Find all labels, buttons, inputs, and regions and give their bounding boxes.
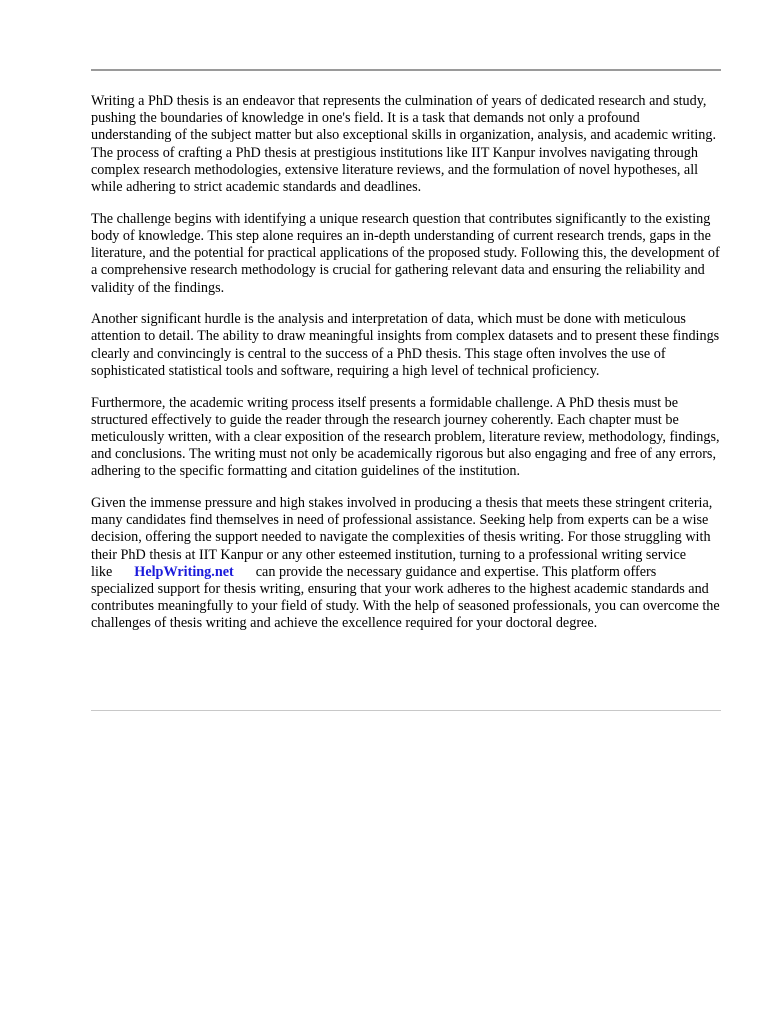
paragraph-2: The challenge begins with identifying a unique research question that contributes significantly to the existing body of knowledge. This step alone requires an in-depth understanding of current research trends, gaps in the literature, and the potential for practical applications of the proposed study. Following this, the development of a comprehensive research methodology is crucial for gathering relevant data and ensuring the reliability and validity of the findings. <box>91 210 720 296</box>
document-body <box>91 93 721 647</box>
paragraph-5-text-after-link: can provide the necessary guidance and expertise. This platform offers specialized support for thesis writing, ensuring that your work adheres to the highest academic standards and contributes meaningfully to your field of study. With the help of seasoned professionals, you can overcome the challenges of thesis writing and achieve the excellence required for your doctoral degree. <box>91 563 720 632</box>
paragraph-3: Another significant hurdle is the analysis and interpretation of data, which must be done with meticulous attention to detail. The ability to draw meaningful insights from complex datasets and to present these findings clearly and convincingly is central to the success of a PhD thesis. This stage often involves the use of sophisticated statistical tools and software, requiring a high level of technical proficiency. <box>91 311 720 379</box>
paragraph-5 <box>91 495 721 633</box>
bottom-divider <box>91 710 721 711</box>
paragraph-1: Writing a PhD thesis is an endeavor that represents the culmination of years of dedicated research and study, pushing the boundaries of knowledge in one's field. It is a task that demands not only a profound understanding of the subject matter but also exceptional skills in organization, analysis, and academic writing. The process of crafting a PhD thesis at prestigious institutions like IIT Kanpur involves navigating through complex research methodologies, extensive literature reviews, and the formulation of novel hypotheses, all while adhering to strict academic standards and deadlines. <box>91 93 717 196</box>
paragraph-5-text-before-link: Given the immense pressure and high stakes involved in producing a thesis that meets these stringent criteria, many candidates find themselves in need of professional assistance. Seeking help from experts can be a wise decision, offering the support needed to navigate the complexities of thesis writing. For those struggling with their PhD thesis at IIT Kanpur or any other esteemed institution, turning to a professional writing service like <box>91 495 713 580</box>
paragraph-4: Furthermore, the academic writing process itself presents a formidable challenge. A PhD thesis must be structured effectively to guide the reader through the research journey coherently. Each chapter must be meticulously written, with a clear exposition of the research problem, literature review, methodology, findings, and conclusions. The writing must not only be academically rigorous but also engaging and free of any errors, adhering to the specific formatting and citation guidelines of the institution. <box>91 394 720 480</box>
helpwriting-link[interactable]: HelpWriting.net <box>134 563 234 580</box>
top-divider <box>91 69 721 71</box>
